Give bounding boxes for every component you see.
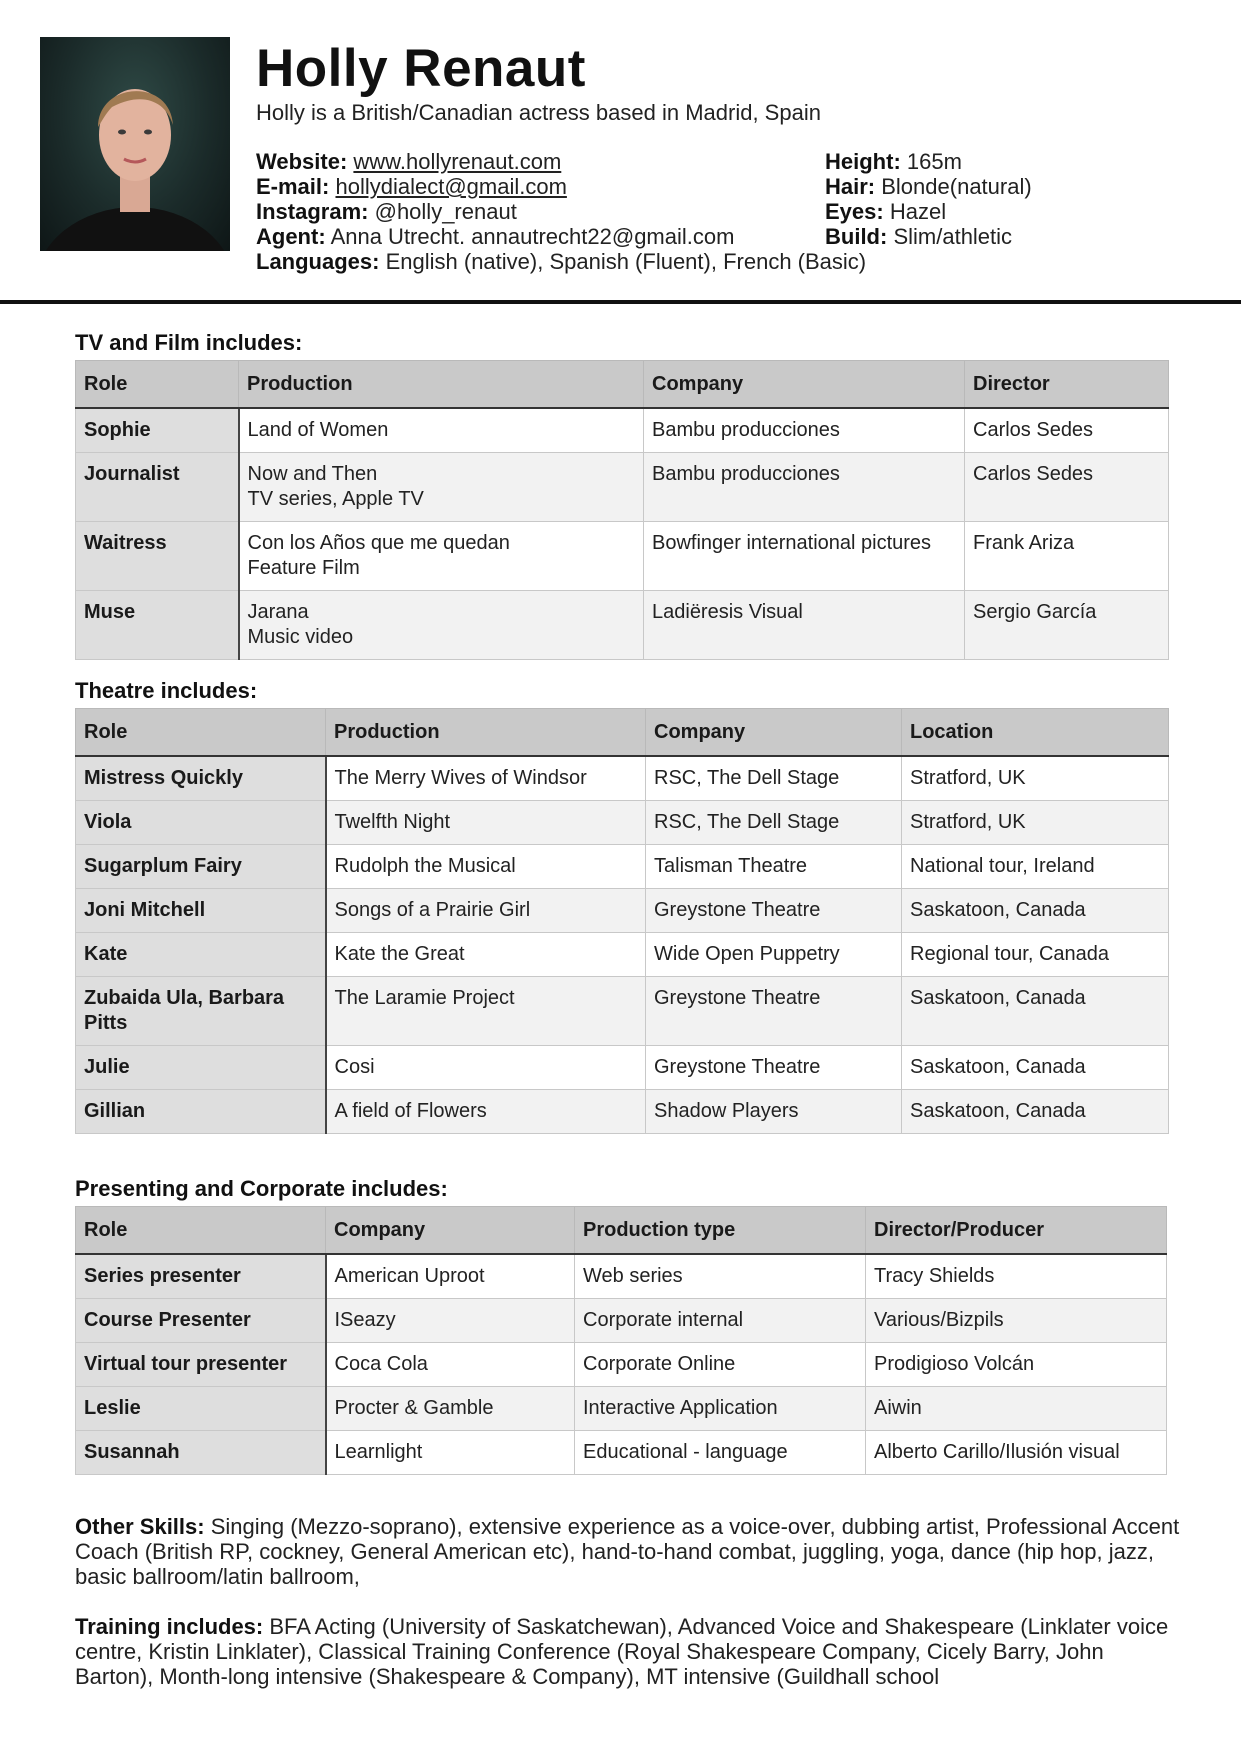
role-cell: Muse [76,591,239,660]
build-row [825,224,1032,249]
eyes-row [825,199,1032,224]
agent-row [256,224,866,249]
role-cell: Gillian [76,1090,326,1134]
table-row [76,845,1169,889]
presenting-title: Presenting and Corporate includes: [75,1176,448,1201]
table-row [76,1046,1169,1090]
role-cell: Series presenter [76,1254,326,1299]
production-type-cell: Interactive Application [575,1387,866,1431]
role-cell: Kate [76,933,326,977]
table-row [76,522,1169,591]
email-label: E-mail: [256,174,330,199]
production-title: Land of Women [247,419,389,441]
table-row [76,1343,1167,1387]
production-type-cell: Web series [575,1254,866,1299]
location-cell: Saskatoon, Canada [902,889,1169,933]
column-header: Location [902,709,1169,757]
company-cell: Greystone Theatre [646,889,902,933]
table-row [76,889,1169,933]
languages-value: English (native), Spanish (Fluent), French (Basic) [385,249,867,274]
hair-label: Hair: [825,174,876,199]
table-header-row [76,361,1169,409]
instagram-value: @holly_renaut [374,199,517,224]
role-cell: Joni Mitchell [76,889,326,933]
role-cell: Sugarplum Fairy [76,845,326,889]
other-skills-text: Singing (Mezzo-soprano), extensive experience as a voice-over, dubbing artist, Professional Accent Coach (British RP, cockney, General American etc), hand-to-hand combat, juggling, yoga, dance (hip hop, jazz, basic ballroom/latin ballroom, [75,1514,1180,1589]
production-cell: Cosi [326,1046,646,1090]
build-label: Build: [825,224,888,249]
training-text: BFA Acting (University of Saskatchewan), Advanced Voice and Shakespeare (Linklater voice centre, Kristin Linklater), Classical Training Conference (Royal Shakespeare Company, Cicely Barry, John Barton), Month-long intensive (Shakespeare & Company), MT intensive (Guildhall school [75,1614,1169,1689]
location-cell: National tour, Ireland [902,845,1169,889]
table-row [76,1090,1169,1134]
theatre-title: Theatre includes: [75,678,258,703]
production-type-cell: Corporate Online [575,1343,866,1387]
company-cell: RSC, The Dell Stage [646,801,902,845]
table-row [76,1254,1167,1299]
role-cell: Waitress [76,522,239,591]
column-header: Company [644,361,965,409]
director-cell: Prodigioso Volcán [866,1343,1167,1387]
company-cell: ISeazy [326,1299,575,1343]
eyes-value: Hazel [889,199,947,224]
instagram-row [256,199,866,224]
production-note: TV series, Apple TV [247,488,424,510]
physical-stats [825,149,1032,249]
header-divider [0,300,1241,304]
role-cell: Virtual tour presenter [76,1343,326,1387]
production-cell: Songs of a Prairie Girl [326,889,646,933]
height-label: Height: [825,149,901,174]
production-cell [239,453,644,522]
role-cell: Susannah [76,1431,326,1475]
production-title: Con los Años que me quedan [247,532,510,554]
company-cell: Bambu producciones [644,408,965,453]
role-cell: Leslie [76,1387,326,1431]
column-header: Role [76,1207,326,1255]
production-title: Now and Then [247,463,378,485]
column-header: Production [239,361,644,409]
location-cell: Saskatoon, Canada [902,977,1169,1046]
website-row [256,149,866,174]
location-cell: Saskatoon, Canada [902,1090,1169,1134]
headshot-photo [40,37,230,251]
tv-film-section [75,330,1169,660]
role-cell: Course Presenter [76,1299,326,1343]
column-header: Company [326,1207,575,1255]
training [75,1614,1185,1689]
production-cell: The Laramie Project [326,977,646,1046]
agent-label: Agent: [256,224,326,249]
tv-film-table [75,360,1169,660]
location-cell: Saskatoon, Canada [902,1046,1169,1090]
email-link[interactable]: hollydialect@gmail.com [335,174,567,199]
height-value: 165m [906,149,962,174]
column-header: Director [965,361,1169,409]
production-cell: Twelfth Night [326,801,646,845]
role-cell: Journalist [76,453,239,522]
production-cell: The Merry Wives of Windsor [326,756,646,801]
production-cell: A field of Flowers [326,1090,646,1134]
production-cell: Kate the Great [326,933,646,977]
role-cell: Zubaida Ula, Barbara Pitts [76,977,326,1046]
production-note: Music video [247,626,354,648]
company-cell: Shadow Players [646,1090,902,1134]
production-title: Jarana [247,601,309,623]
column-header: Role [76,361,239,409]
production-cell: Rudolph the Musical [326,845,646,889]
tagline: Holly is a British/Canadian actress based in Madrid, Spain [256,100,821,125]
height-row [825,149,1032,174]
column-header: Director/Producer [866,1207,1167,1255]
location-cell: Regional tour, Canada [902,933,1169,977]
column-header: Role [76,709,326,757]
build-value: Slim/athletic [893,224,1013,249]
theatre-table [75,708,1169,1134]
table-row [76,1299,1167,1343]
tv-film-title: TV and Film includes: [75,330,303,355]
table-header-row [76,709,1169,757]
languages-row [256,249,866,274]
role-cell: Sophie [76,408,239,453]
presenting-table [75,1206,1167,1475]
other-skills [75,1514,1185,1589]
other-skills-label: Other Skills: [75,1514,205,1539]
agent-value: Anna Utrecht. annautrecht22@gmail.com [330,224,735,249]
website-label: Website: [256,149,348,174]
website-link[interactable]: www.hollyrenaut.com [353,149,562,174]
contact-details [256,149,866,274]
column-header: Company [646,709,902,757]
table-row [76,933,1169,977]
role-cell: Mistress Quickly [76,756,326,801]
role-cell: Julie [76,1046,326,1090]
company-cell: Procter & Gamble [326,1387,575,1431]
director-cell: Carlos Sedes [965,408,1169,453]
company-cell: Learnlight [326,1431,575,1475]
table-header-row [76,1207,1167,1255]
production-cell [239,408,644,453]
training-label: Training includes: [75,1614,264,1639]
location-cell: Stratford, UK [902,756,1169,801]
table-row [76,1431,1167,1475]
director-cell: Alberto Carillo/Ilusión visual [866,1431,1167,1475]
director-cell: Tracy Shields [866,1254,1167,1299]
production-cell [239,591,644,660]
column-header: Production [326,709,646,757]
hair-value: Blonde(natural) [881,174,1032,199]
eyes-label: Eyes: [825,199,884,224]
languages-label: Languages: [256,249,380,274]
table-row [76,1387,1167,1431]
director-cell: Aiwin [866,1387,1167,1431]
director-cell: Carlos Sedes [965,453,1169,522]
theatre-section [75,678,1169,1134]
company-cell: Bambu producciones [644,453,965,522]
director-cell: Frank Ariza [965,522,1169,591]
table-row [76,977,1169,1046]
company-cell: American Uproot [326,1254,575,1299]
production-type-cell: Corporate internal [575,1299,866,1343]
company-cell: RSC, The Dell Stage [646,756,902,801]
director-cell: Various/Bizpils [866,1299,1167,1343]
table-row [76,591,1169,660]
instagram-label: Instagram: [256,199,369,224]
candidate-name: Holly Renaut [256,39,586,98]
presenting-section [75,1176,1167,1475]
table-row [76,801,1169,845]
company-cell: Greystone Theatre [646,1046,902,1090]
production-cell [239,522,644,591]
location-cell: Stratford, UK [902,801,1169,845]
director-cell: Sergio García [965,591,1169,660]
table-row [76,453,1169,522]
table-row [76,408,1169,453]
company-cell: Bowfinger international pictures [644,522,965,591]
role-cell: Viola [76,801,326,845]
company-cell: Ladiëresis Visual [644,591,965,660]
production-type-cell: Educational - language [575,1431,866,1475]
company-cell: Greystone Theatre [646,977,902,1046]
column-header: Production type [575,1207,866,1255]
company-cell: Coca Cola [326,1343,575,1387]
hair-row [825,174,1032,199]
table-row [76,756,1169,801]
company-cell: Talisman Theatre [646,845,902,889]
email-row [256,174,866,199]
production-note: Feature Film [247,557,360,579]
company-cell: Wide Open Puppetry [646,933,902,977]
